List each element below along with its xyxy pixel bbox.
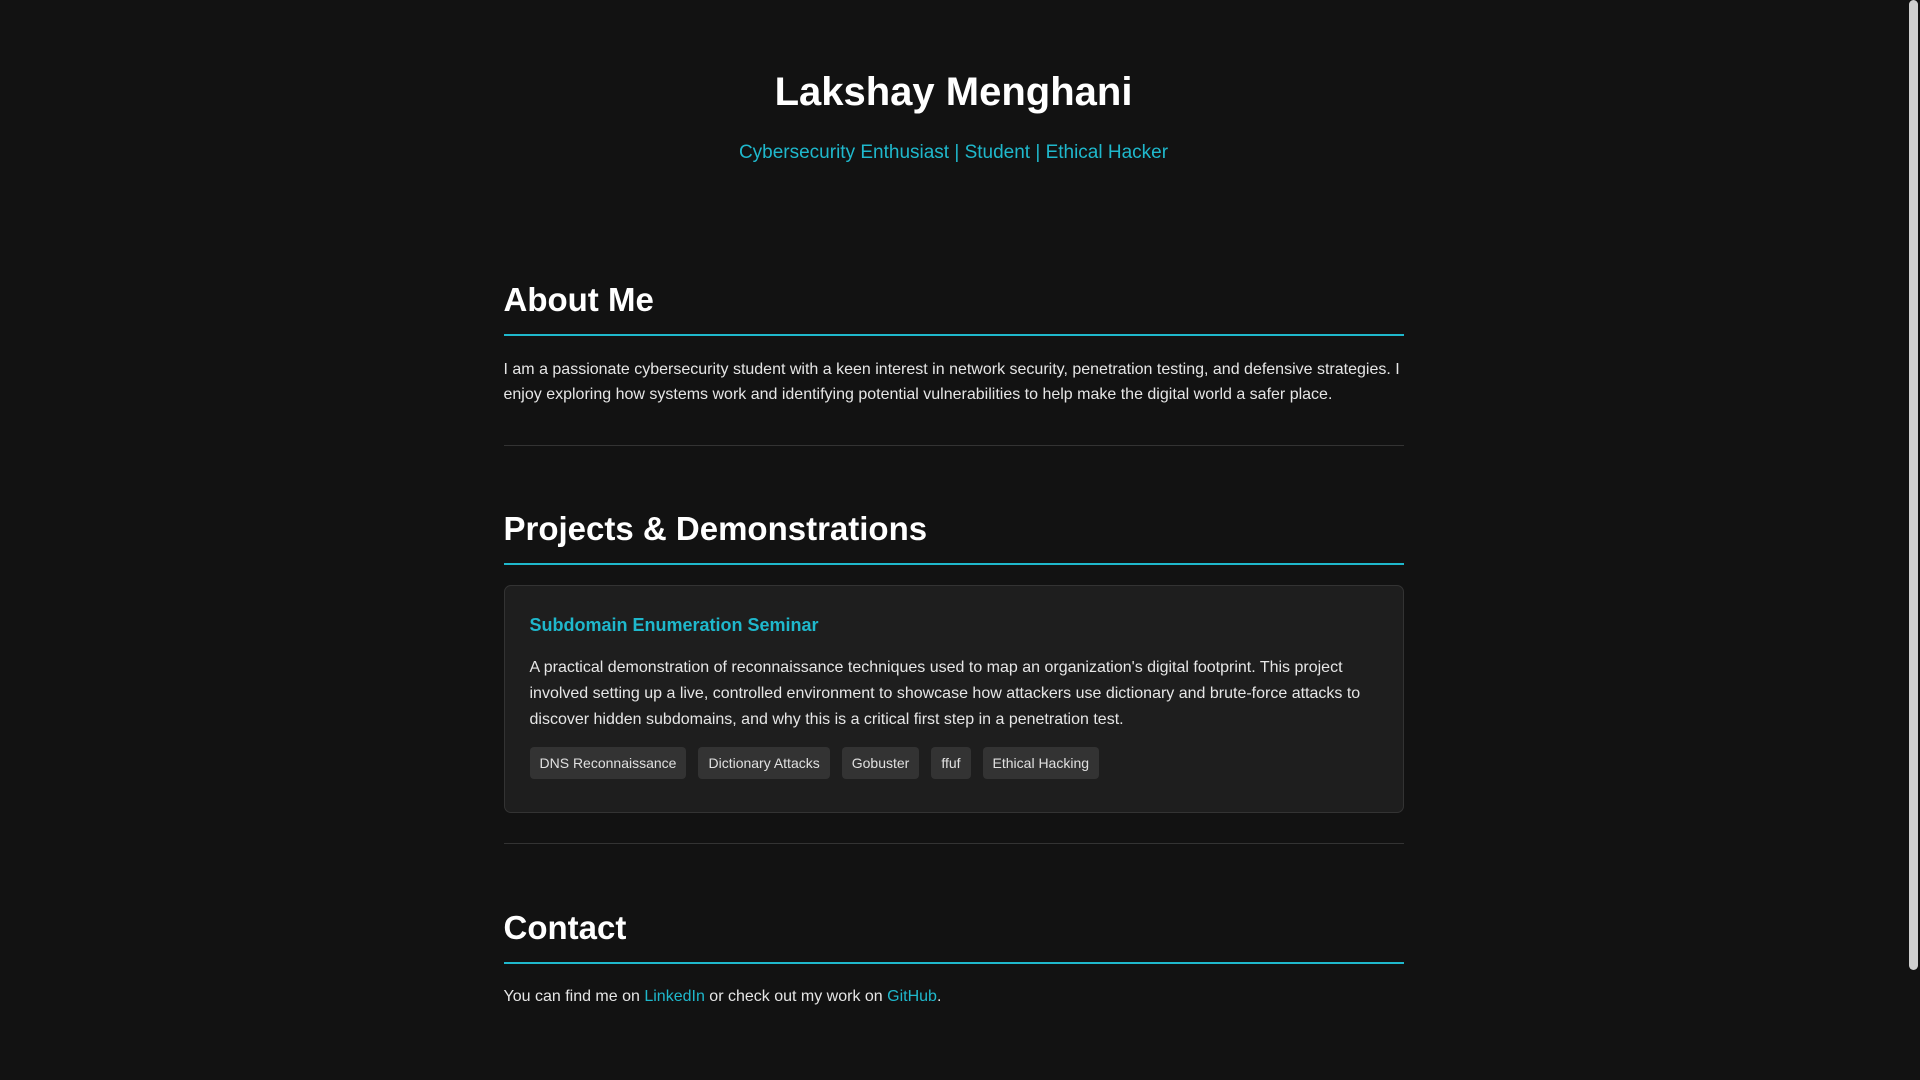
tag-ffuf: ffuf — [931, 747, 970, 779]
about-text: I am a passionate cybersecurity student with a keen interest in network security, penetration testing, and defensive strategies. I enjoy exploring how systems work and identifying potential vulnerabilities to help make the digital world a safer place. — [503, 361, 1400, 403]
tag-ethical-hacking: Ethical Hacking — [983, 747, 1100, 779]
scrollbar-thumb[interactable] — [1909, 0, 1918, 970]
tag-gobuster: Gobuster — [842, 747, 920, 779]
tag-dns-reconnaissance: DNS Reconnaissance — [530, 747, 687, 779]
projects-section — [504, 446, 1404, 813]
site-title: Lakshay Menghani — [774, 70, 1133, 114]
main-container — [504, 165, 1404, 1009]
project-title: Subdomain Enumeration Seminar — [529, 615, 819, 635]
contact-middle: or check out my work on — [704, 988, 888, 1005]
linkedin-link[interactable]: LinkedIn — [644, 988, 705, 1005]
github-link[interactable]: GitHub — [887, 988, 937, 1005]
contact-suffix: . — [936, 988, 942, 1005]
contact-section — [504, 844, 1404, 1009]
site-tagline: Cybersecurity Enthusiast | Student | Ethical Hacker — [738, 142, 1169, 163]
contact-prefix: You can find me on — [503, 988, 645, 1005]
about-heading: About Me — [504, 280, 1404, 336]
project-description: A practical demonstration of reconnaissance techniques used to map an organization's digital footprint. This project involved setting up a live, controlled environment to showcase how attackers use dictionary and brute-force attacks to discover hidden subdomains, and why this is a critical first step in a penetration test. — [529, 659, 1361, 728]
contact-text — [504, 985, 1404, 1009]
tag-dictionary-attacks: Dictionary Attacks — [698, 747, 829, 779]
project-card — [504, 585, 1404, 813]
about-section — [504, 280, 1404, 407]
tag-list — [530, 747, 1378, 779]
vertical-scrollbar[interactable] — [1907, 0, 1920, 1080]
projects-heading: Projects & Demonstrations — [504, 509, 1404, 565]
site-header — [0, 0, 1907, 165]
contact-heading: Contact — [504, 908, 1404, 964]
